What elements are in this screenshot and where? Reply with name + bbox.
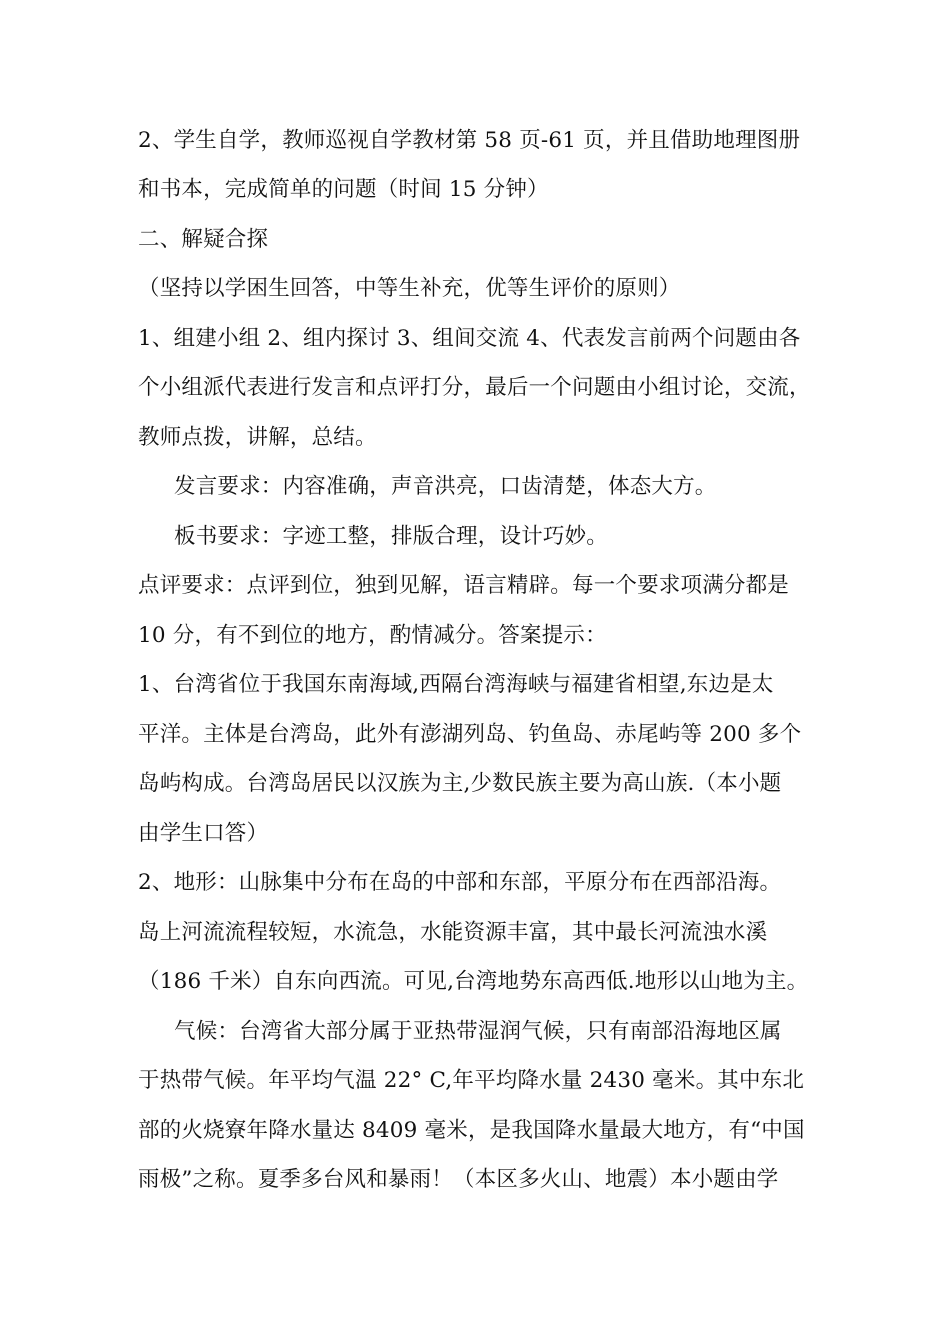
paragraph-line: 雨极”之称。夏季多台风和暴雨！（本区多火山、地震）本小题由学 bbox=[138, 1167, 779, 1192]
paragraph-line: 1、台湾省位于我国东南海域,西隔台湾海峡与福建省相望,东边是太 bbox=[138, 672, 774, 697]
paragraph-line: （186 千米）自东向西流。可见,台湾地势东高西低.地形以山地为主。 bbox=[138, 969, 809, 994]
paragraph-line: 气候：台湾省大部分属于亚热带湿润气候，只有南部沿海地区属 bbox=[174, 1019, 782, 1044]
paragraph-line: 部的火烧寮年降水量达 8409 毫米，是我国降水量最大地方，有“中国 bbox=[138, 1118, 805, 1143]
paragraph-line: 于热带气候。年平均气温 22° C,年平均降水量 2430 毫米。其中东北 bbox=[138, 1068, 805, 1093]
paragraph-line: 10 分，有不到位的地方，酌情减分。答案提示： bbox=[138, 623, 607, 648]
paragraph-line: 平洋。主体是台湾岛，此外有澎湖列岛、钓鱼岛、赤尾屿等 200 多个 bbox=[138, 722, 802, 747]
paragraph-line: 2、地形：山脉集中分布在岛的中部和东部，平原分布在西部沿海。 bbox=[138, 870, 782, 895]
paragraph-line: 个小组派代表进行发言和点评打分，最后一个问题由小组讨论，交流， bbox=[138, 375, 811, 400]
paragraph-line: 教师点拨，讲解，总结。 bbox=[138, 425, 377, 450]
paragraph-line: 1、组建小组 2、组内探讨 3、组间交流 4、代表发言前两个问题由各 bbox=[138, 326, 801, 351]
paragraph-line: 岛屿构成。台湾岛居民以汉族为主,少数民族主要为高山族.（本小题 bbox=[138, 771, 782, 796]
paragraph-line: 发言要求：内容准确，声音洪亮，口齿清楚，体态大方。 bbox=[174, 474, 717, 499]
paragraph-line: （坚持以学困生回答，中等生补充，优等生评价的原则） bbox=[138, 276, 681, 301]
paragraph-line: 板书要求：字迹工整，排版合理，设计巧妙。 bbox=[174, 524, 609, 549]
section-heading: 二、解疑合探 bbox=[138, 227, 269, 252]
paragraph-line: 和书本，完成简单的问题（时间 15 分钟） bbox=[138, 177, 549, 202]
paragraph-line: 岛上河流流程较短，水流急，水能资源丰富，其中最长河流浊水溪 bbox=[138, 920, 768, 945]
paragraph-line: 2、学生自学，教师巡视自学教材第 58 页-61 页，并且借助地理图册 bbox=[138, 128, 801, 153]
paragraph-line: 由学生口答） bbox=[138, 821, 269, 846]
paragraph-line: 点评要求：点评到位，独到见解，语言精辟。每一个要求项满分都是 bbox=[138, 573, 790, 598]
